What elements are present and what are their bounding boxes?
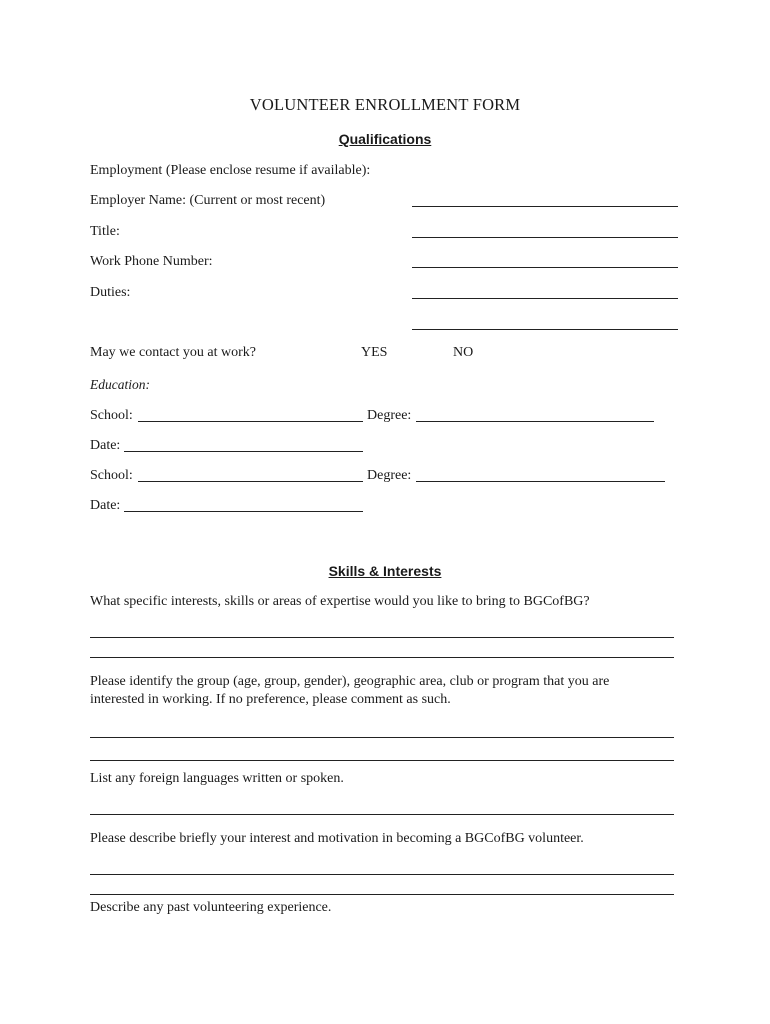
- skills-interests-heading: Skills & Interests: [328, 563, 442, 579]
- work-phone-field[interactable]: [412, 267, 678, 268]
- form-title: VOLUNTEER ENROLLMENT FORM: [249, 95, 521, 114]
- contact-at-work-question: May we contact you at work?: [90, 345, 256, 360]
- title-label: Title:: [90, 224, 120, 239]
- group-question-line-1: Please identify the group (age, group, gender), geographic area, club or program that you are: [90, 674, 610, 689]
- duties-field-line-2[interactable]: [412, 329, 678, 330]
- group-question-line-2: interested in working. If no preference, please comment as such.: [90, 692, 451, 707]
- degree-1-label: Degree:: [367, 408, 412, 423]
- education-label: Education:: [90, 377, 150, 392]
- date-1-label: Date:: [90, 438, 121, 453]
- date-2-label: Date:: [90, 498, 121, 513]
- contact-yes-option[interactable]: YES: [361, 345, 388, 360]
- motivation-question: Please describe briefly your interest and motivation in becoming a BGCofBG volunteer.: [90, 831, 584, 846]
- degree-2-field[interactable]: [416, 481, 665, 482]
- employer-name-label: Employer Name: (Current or most recent): [90, 193, 326, 208]
- past-experience-question: Describe any past volunteering experience.: [90, 900, 332, 915]
- languages-question: List any foreign languages written or spoken.: [90, 771, 344, 786]
- work-phone-label: Work Phone Number:: [90, 254, 213, 269]
- school-2-field[interactable]: [138, 481, 363, 482]
- degree-2-label: Degree:: [367, 468, 412, 483]
- interests-question: What specific interests, skills or areas of expertise would you like to bring to BGCofBG?: [90, 594, 590, 609]
- interests-answer-line-1[interactable]: [90, 637, 674, 638]
- group-answer-line-1[interactable]: [90, 737, 674, 738]
- title-field[interactable]: [412, 237, 678, 238]
- group-answer-line-2[interactable]: [90, 760, 674, 761]
- employer-name-field[interactable]: [412, 206, 678, 207]
- school-1-label: School:: [90, 408, 133, 423]
- date-2-field[interactable]: [124, 511, 363, 512]
- school-1-field[interactable]: [138, 421, 363, 422]
- interests-answer-line-2[interactable]: [90, 657, 674, 658]
- qualifications-heading: Qualifications: [338, 131, 432, 147]
- school-2-label: School:: [90, 468, 133, 483]
- date-1-field[interactable]: [124, 451, 363, 452]
- contact-no-option[interactable]: NO: [453, 345, 474, 360]
- degree-1-field[interactable]: [416, 421, 654, 422]
- motivation-answer-line-1[interactable]: [90, 874, 674, 875]
- languages-answer-line[interactable]: [90, 814, 674, 815]
- employment-label: Employment (Please enclose resume if available):: [90, 163, 371, 178]
- duties-label: Duties:: [90, 285, 131, 300]
- motivation-answer-line-2[interactable]: [90, 894, 674, 895]
- duties-field-line-1[interactable]: [412, 298, 678, 299]
